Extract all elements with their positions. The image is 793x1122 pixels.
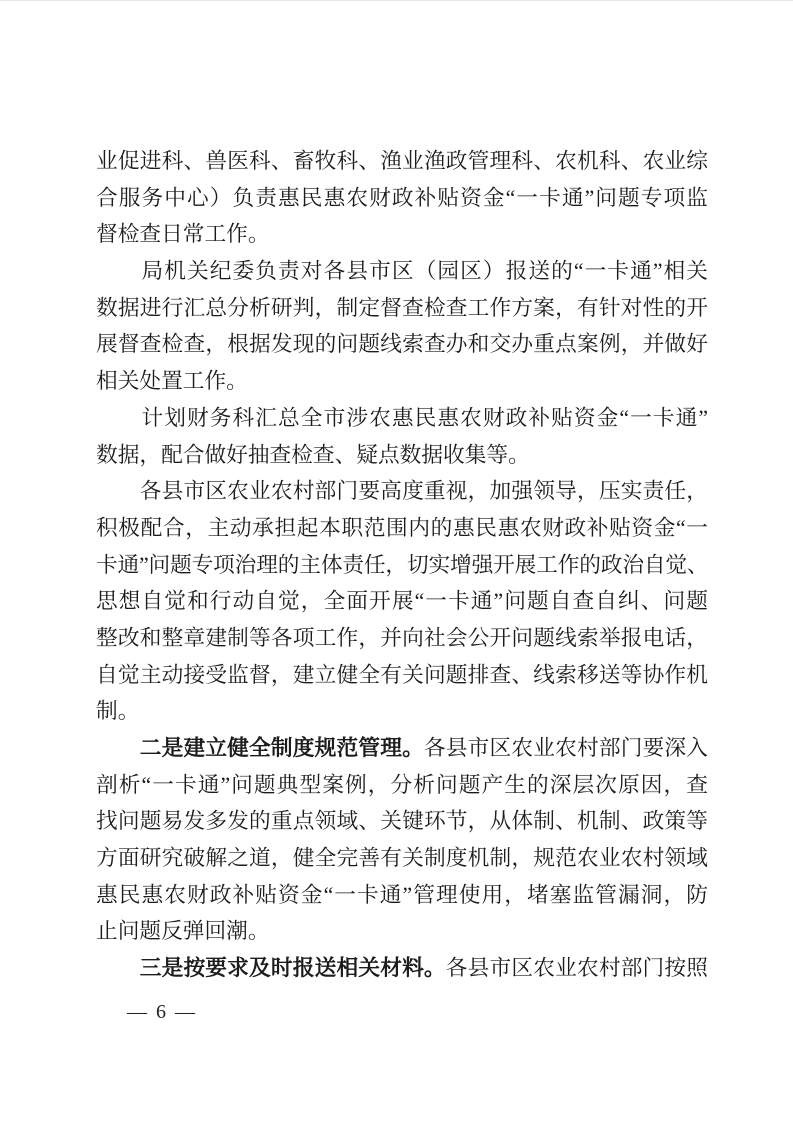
text-line	[96, 803, 708, 840]
text-line	[96, 437, 708, 474]
paragraph-4-county-responsibility	[96, 473, 708, 730]
text-line	[96, 253, 708, 290]
paragraph-2-discipline-committee	[96, 253, 708, 400]
text-run: 督检查日常工作。	[96, 222, 270, 247]
text-line	[96, 913, 708, 950]
bold-heading-run: 二是建立健全制度规范管理。	[96, 735, 424, 760]
bold-heading-run: 三是按要求及时报送相关材料。	[96, 955, 446, 981]
text-line	[96, 180, 708, 217]
text-run: 数据，配合做好抽查检查、疑点数据收集等。	[96, 442, 530, 467]
text-run: 剖析“一卡通”问题典型案例，分析问题产生的深层次原因，查	[96, 772, 708, 797]
document-body	[96, 143, 708, 987]
page-number: — 6 —	[127, 1001, 197, 1023]
text-run: 业促进科、兽医科、畜牧科、渔业渔政管理科、农机科、农业综	[96, 149, 708, 173]
text-line	[96, 693, 708, 730]
text-line	[96, 620, 708, 657]
text-line	[96, 950, 708, 987]
text-run: 止问题反弹回潮。	[96, 919, 270, 944]
text-line	[96, 216, 708, 253]
text-run: 制。	[96, 699, 140, 724]
text-line	[96, 547, 708, 584]
text-run: 思想自觉和行动自觉，全面开展“一卡通”问题自查自纠、问题	[96, 589, 708, 614]
text-run: 卡通”问题专项治理的主体责任，切实增强开展工作的政治自觉、	[96, 552, 708, 577]
text-line	[96, 767, 708, 804]
text-line	[96, 657, 708, 694]
text-run: 数据进行汇总分析研判，制定督查检查工作方案，有针对性的开	[96, 295, 708, 320]
paragraph-6-third-point-materials	[96, 950, 708, 987]
text-line	[96, 473, 708, 510]
text-run: 各县市区农业农村部门要深入	[423, 736, 708, 760]
paragraph-3-finance-section	[96, 400, 708, 473]
text-line	[96, 877, 708, 914]
text-run: 合服务中心）负责惠民惠农财政补贴资金“一卡通”问题专项监	[96, 185, 708, 210]
text-line	[96, 840, 708, 877]
text-line	[96, 363, 708, 400]
text-line	[96, 290, 708, 327]
paragraph-1-continuation	[96, 143, 708, 253]
text-line	[96, 143, 708, 180]
text-run: 积极配合，主动承担起本职范围内的惠民惠农财政补贴资金“一	[96, 515, 708, 540]
text-run: 各县市区农业农村部门按照	[445, 956, 708, 981]
text-line	[96, 510, 708, 547]
text-run: 自觉主动接受监督，建立健全有关问题排查、线索移送等协作机	[96, 662, 708, 687]
text-line	[96, 583, 708, 620]
text-run: 局机关纪委负责对各县市区（园区）报送的“一卡通”相关	[96, 259, 708, 284]
text-run: 各县市区农业农村部门要高度重视，加强领导，压实责任，	[96, 479, 708, 504]
text-run: 方面研究破解之道，健全完善有关制度机制，规范农业农村领域	[96, 846, 708, 871]
text-run: 整改和整章建制等各项工作，并向社会公开问题线索举报电话，	[96, 625, 708, 650]
text-run: 计划财务科汇总全市涉农惠民惠农财政补贴资金“一卡通”	[96, 405, 708, 430]
text-run: 找问题易发多发的重点领域、关键环节，从体制、机制、政策等	[96, 809, 708, 834]
text-run: 展督查检查，根据发现的问题线索查办和交办重点案例，并做好	[96, 332, 708, 357]
text-line	[96, 326, 708, 363]
text-line	[96, 730, 708, 767]
text-line	[96, 400, 708, 437]
text-run: 惠民惠农财政补贴资金“一卡通”管理使用，堵塞监管漏洞，防	[96, 882, 708, 907]
page-top-edge	[0, 0, 793, 1]
text-run: 相关处置工作。	[96, 369, 248, 394]
paragraph-5-second-point-system	[96, 730, 708, 950]
